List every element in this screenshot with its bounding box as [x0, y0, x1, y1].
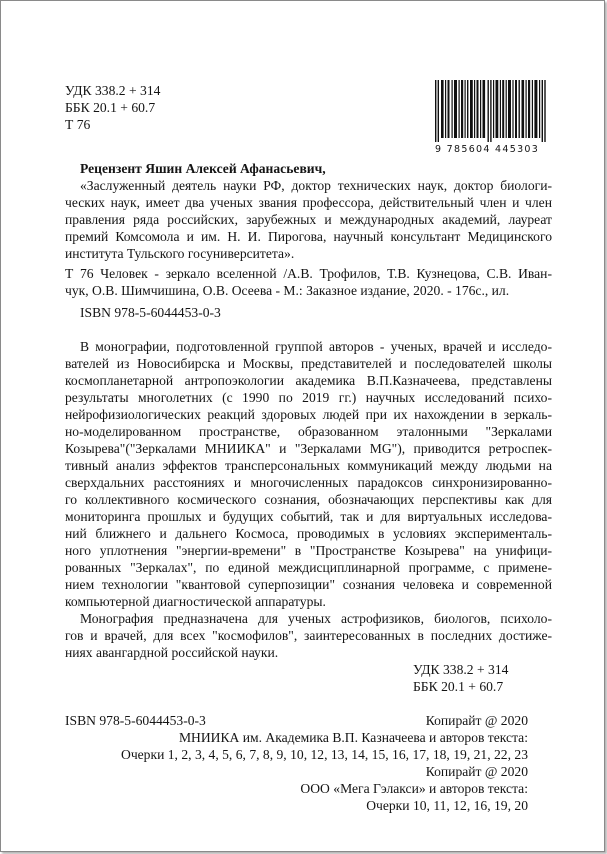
audience-line: Монография предназначена для ученых астрофизиков, биологов, психоло-	[80, 611, 552, 626]
citation-line: чук, О.В. Шимчишина, О.В. Осеева - М.: Заказное издание, 2020. - 176с., ил.	[65, 283, 510, 298]
author-mark: Т 76	[65, 117, 91, 132]
abstract-line: нием технологии "квантовой суперпозиции" сознания человека и современной	[65, 577, 552, 592]
reviewer-line: «Заслуженный деятель науки РФ, доктор технических наук, доктор биологи-	[80, 178, 552, 193]
abstract-line: ний ближнего и дальнего Космоса, проводимых в условиях эксперименталь-	[65, 526, 552, 541]
copyright-notice: Копирайт @ 2020	[425, 764, 528, 779]
copyright-holder: МНИИКА им. Академика В.П. Казначеева и авторов текста:	[178, 730, 528, 745]
copyright-isbn: ISBN 978-5-6044453-0-3	[65, 713, 206, 728]
reviewer-line: института Тульского госуниверситета».	[65, 246, 295, 261]
abstract-line: но-моделированном пространстве, образованном эталонными "Зеркалами	[65, 424, 552, 439]
abstract-line: мониторинга прошлых и будущих событий, так и для виртуальных исследова-	[65, 509, 552, 524]
copyright-essays: Очерки 10, 11, 12, 16, 19, 20	[366, 798, 528, 813]
abstract-line: нейрофизиологических реакций здоровых людей при их нахождении в зеркаль-	[65, 407, 552, 422]
reviewer-heading: Рецензент Яшин Алексей Афанасьевич,	[80, 161, 326, 176]
abstract-bbk: ББК 20.1 + 60.7	[413, 679, 504, 694]
abstract-line: вателей из Новосибирска и Москвы, представителей и последователей школы	[65, 356, 552, 371]
reviewer-line: премий Комсомола и им. Н. И. Пирогова, научный консультант Медицинского	[65, 229, 552, 244]
abstract-line: Козырева"("Зеркалами МНИИКА" и "Зеркалами MG"), приводится ретроспек-	[65, 441, 552, 456]
abstract-udk: УДК 338.2 + 314	[413, 662, 509, 677]
audience-line: ниях авангардной российской науки.	[65, 645, 279, 660]
abstract-line: космопланетарной антропоэкологии академика В.П.Казначеева, представлены	[65, 373, 552, 388]
isbn-barcode	[433, 80, 551, 152]
abstract-line: компьютерной диагностической аппаратуры.	[65, 594, 326, 609]
copyright-notice: Копирайт @ 2020	[425, 713, 528, 728]
abstract-line: го коллективного космического сознания, обозначающих перспективы как для	[65, 492, 552, 507]
bbk-code: ББК 20.1 + 60.7	[65, 100, 156, 115]
abstract-line: ного уплотнения "энергии-времени" в "Пространстве Козырева" на унифици-	[65, 543, 552, 558]
reviewer-line: ческих наук, имеет два ученых звания профессора, действительный член и член	[65, 195, 552, 210]
abstract-line: сверхдальних расстояниях и многочисленных парадоксов синхронизированно-	[65, 475, 552, 490]
audience-line: гов и врачей, для всех "космофилов", заинтересованных в последних достиже-	[65, 628, 552, 643]
citation-isbn: ISBN 978-5-6044453-0-3	[80, 305, 221, 320]
abstract-line: В монографии, подготовленной группой авторов - ученых, врачей и исследо-	[80, 339, 552, 354]
citation-line: Т 76 Человек - зеркало вселенной /А.В. Трофилов, Т.В. Кузнецова, С.В. Иван-	[65, 266, 552, 281]
barcode-number: 9 785604 445303	[435, 144, 540, 155]
abstract-line: результаты многолетних (с 1990 по 2019 гг.) научных исследований психо-	[65, 390, 552, 405]
abstract-line: рованных "Зеркалах", по единой междисциплинарной программе, с примене-	[65, 560, 552, 575]
abstract-line: тивный анализ эффектов трансперсональных коммуникаций между людьми на	[65, 458, 552, 473]
copyright-essays: Очерки 1, 2, 3, 4, 5, 6, 7, 8, 9, 10, 12, 13, 14, 15, 16, 17, 18, 19, 21, 22, 23	[121, 747, 528, 762]
udk-code: УДК 338.2 + 314	[65, 83, 161, 98]
copyright-holder: ООО «Мега Гэлакси» и авторов текста:	[300, 781, 528, 796]
reviewer-line: правления ряда российских, зарубежных и международных академий, лауреат	[65, 212, 552, 227]
